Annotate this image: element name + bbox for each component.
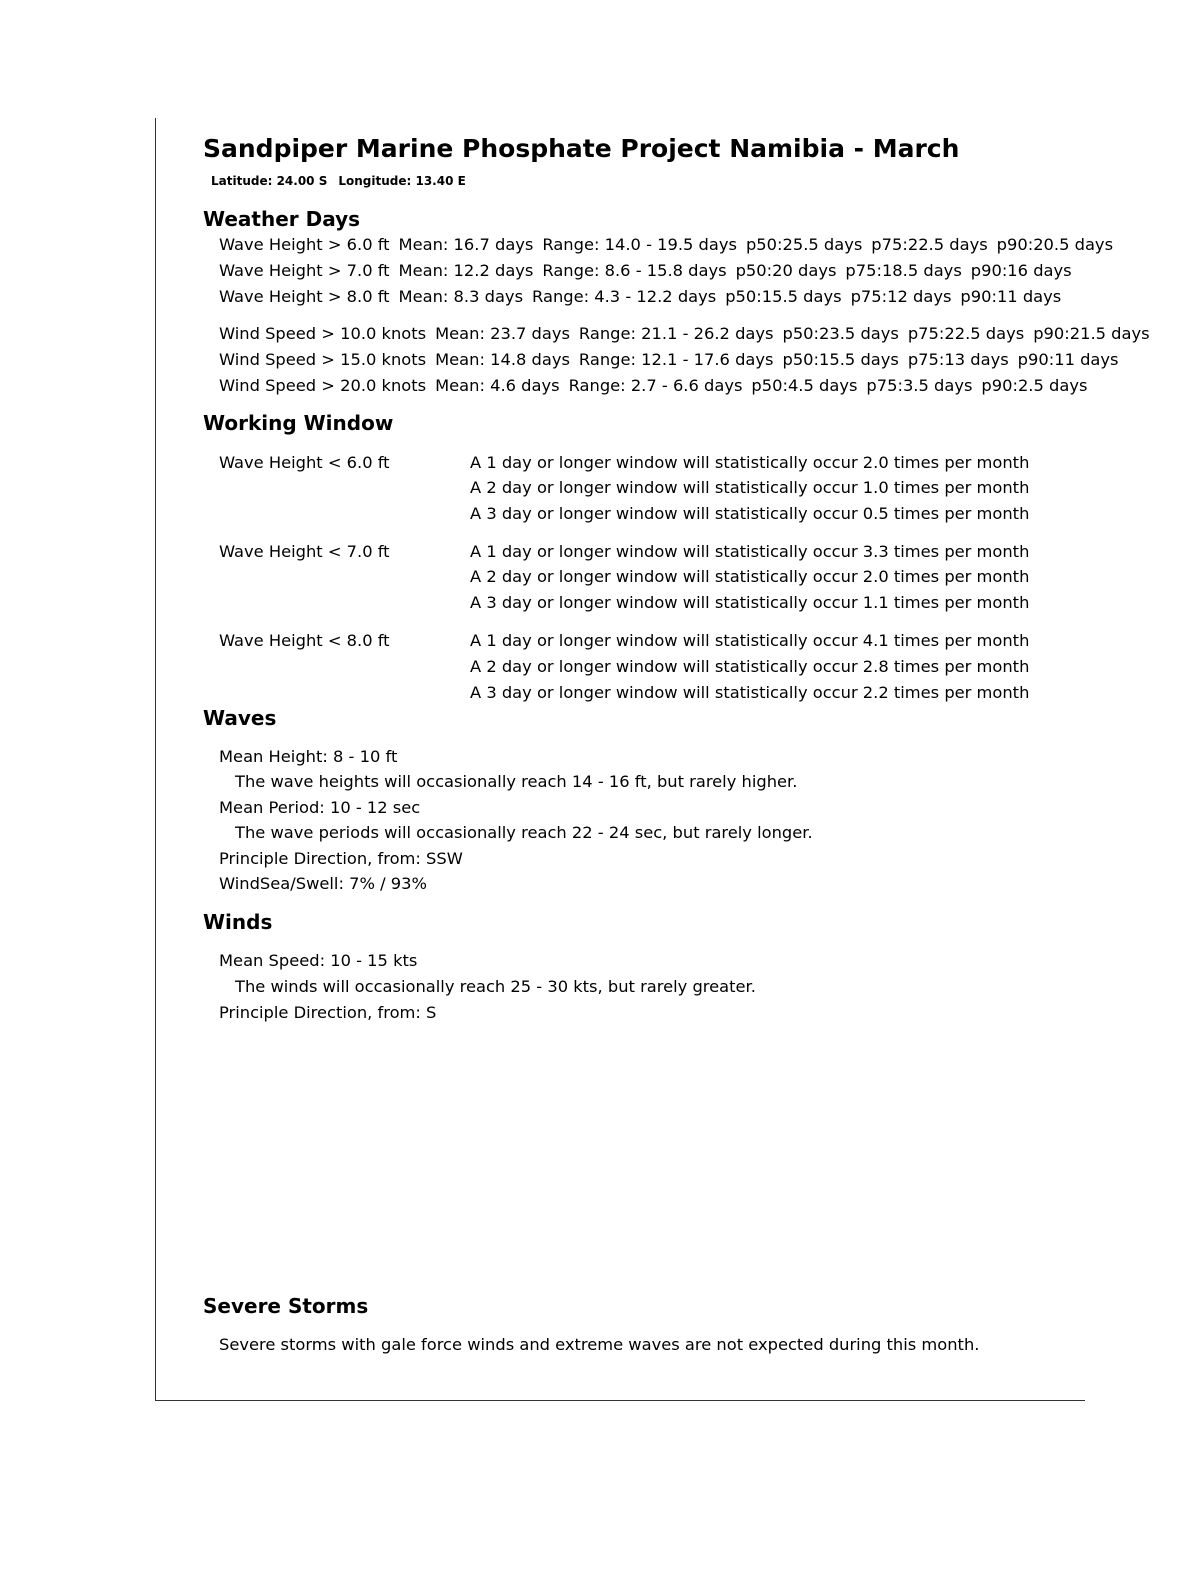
weather-days-field: p90:11 days: [960, 287, 1062, 306]
weather-days-row: [219, 350, 1119, 369]
weather-days-field: Range: 14.0 - 19.5 days: [542, 235, 737, 254]
working-window-line: A 2 day or longer window will statistically occur 2.8 times per month: [470, 657, 1030, 676]
winds-heading: Winds: [203, 910, 273, 934]
weather-days-field: p90:20.5 days: [996, 235, 1114, 254]
weather-days-field: Mean: 16.7 days: [398, 235, 534, 254]
weather-days-field: p50:20 days: [735, 261, 837, 280]
working-window-heading: Working Window: [203, 411, 394, 435]
weather-days-field: Wind Speed > 20.0 knots: [219, 376, 427, 395]
weather-days-field: Mean: 12.2 days: [398, 261, 534, 280]
severe-storms-text: Severe storms with gale force winds and extreme waves are not expected during this month.: [219, 1335, 980, 1354]
weather-days-field: p90:16 days: [970, 261, 1072, 280]
weather-days-row: [219, 287, 1061, 306]
weather-days-field: Mean: 4.6 days: [435, 376, 560, 395]
waves-period-note: The wave periods will occasionally reach 22 - 24 sec, but rarely longer.: [235, 823, 813, 842]
working-window-line: A 2 day or longer window will statistically occur 2.0 times per month: [470, 567, 1030, 586]
location-coordinates: [211, 174, 466, 188]
weather-days-row: [219, 235, 1113, 254]
winds-speed-note: The winds will occasionally reach 25 - 30 kts, but rarely greater.: [235, 977, 756, 996]
weather-days-field: p50:15.5 days: [782, 350, 899, 369]
waves-height-note: The wave heights will occasionally reach 14 - 16 ft, but rarely higher.: [235, 772, 798, 791]
weather-days-field: Wave Height > 8.0 ft: [219, 287, 390, 306]
weather-days-field: Wind Speed > 15.0 knots: [219, 350, 427, 369]
waves-direction: Principle Direction, from: SSW: [219, 849, 463, 868]
working-window-line: A 3 day or longer window will statistically occur 1.1 times per month: [470, 593, 1030, 612]
longitude: Longitude: 13.40 E: [338, 174, 466, 188]
working-window-line: A 1 day or longer window will statistically occur 2.0 times per month: [470, 453, 1030, 472]
waves-windsea-swell: WindSea/Swell: 7% / 93%: [219, 874, 427, 893]
waves-heading: Waves: [203, 706, 277, 730]
weather-days-field: p90:2.5 days: [981, 376, 1088, 395]
page-title: Sandpiper Marine Phosphate Project Namibia - March: [203, 134, 960, 163]
weather-days-field: p90:11 days: [1017, 350, 1119, 369]
weather-days-field: p50:15.5 days: [725, 287, 842, 306]
working-window-line: A 1 day or longer window will statistically occur 4.1 times per month: [470, 631, 1030, 650]
winds-mean-speed: Mean Speed: 10 - 15 kts: [219, 951, 418, 970]
weather-days-field: p90:21.5 days: [1033, 324, 1150, 343]
weather-days-field: p50:23.5 days: [782, 324, 899, 343]
latitude: Latitude: 24.00 S: [211, 174, 328, 188]
working-window-line: A 3 day or longer window will statistically occur 2.2 times per month: [470, 683, 1030, 702]
weather-days-field: p75:18.5 days: [845, 261, 962, 280]
winds-direction: Principle Direction, from: S: [219, 1003, 437, 1022]
working-window-label: Wave Height < 7.0 ft: [219, 542, 390, 561]
waves-mean-period: Mean Period: 10 - 12 sec: [219, 798, 421, 817]
waves-mean-height: Mean Height: 8 - 10 ft: [219, 747, 398, 766]
weather-days-field: Range: 4.3 - 12.2 days: [532, 287, 717, 306]
weather-days-field: Mean: 8.3 days: [398, 287, 524, 306]
weather-days-field: Wave Height > 6.0 ft: [219, 235, 390, 254]
weather-days-field: Range: 8.6 - 15.8 days: [542, 261, 727, 280]
working-window-label: Wave Height < 8.0 ft: [219, 631, 390, 650]
weather-days-field: p75:13 days: [907, 350, 1009, 369]
working-window-line: A 1 day or longer window will statistically occur 3.3 times per month: [470, 542, 1030, 561]
severe-storms-heading: Severe Storms: [203, 1294, 369, 1318]
working-window-line: A 2 day or longer window will statistically occur 1.0 times per month: [470, 478, 1030, 497]
weather-days-row: [219, 324, 1150, 343]
weather-days-field: p50:25.5 days: [745, 235, 863, 254]
weather-days-field: p75:22.5 days: [871, 235, 988, 254]
weather-days-field: Range: 21.1 - 26.2 days: [578, 324, 774, 343]
weather-days-row: [219, 376, 1087, 395]
weather-days-field: Mean: 23.7 days: [435, 324, 570, 343]
weather-days-field: Wind Speed > 10.0 knots: [219, 324, 427, 343]
weather-days-field: p50:4.5 days: [751, 376, 858, 395]
weather-days-field: Range: 12.1 - 17.6 days: [578, 350, 774, 369]
weather-days-field: Range: 2.7 - 6.6 days: [568, 376, 743, 395]
weather-days-field: p75:22.5 days: [907, 324, 1025, 343]
weather-days-field: p75:3.5 days: [866, 376, 973, 395]
working-window-line: A 3 day or longer window will statistically occur 0.5 times per month: [470, 504, 1030, 523]
weather-days-field: p75:12 days: [850, 287, 952, 306]
weather-days-field: Wave Height > 7.0 ft: [219, 261, 390, 280]
weather-days-row: [219, 261, 1072, 280]
weather-days-heading: Weather Days: [203, 207, 361, 231]
working-window-label: Wave Height < 6.0 ft: [219, 453, 390, 472]
weather-days-field: Mean: 14.8 days: [435, 350, 570, 369]
